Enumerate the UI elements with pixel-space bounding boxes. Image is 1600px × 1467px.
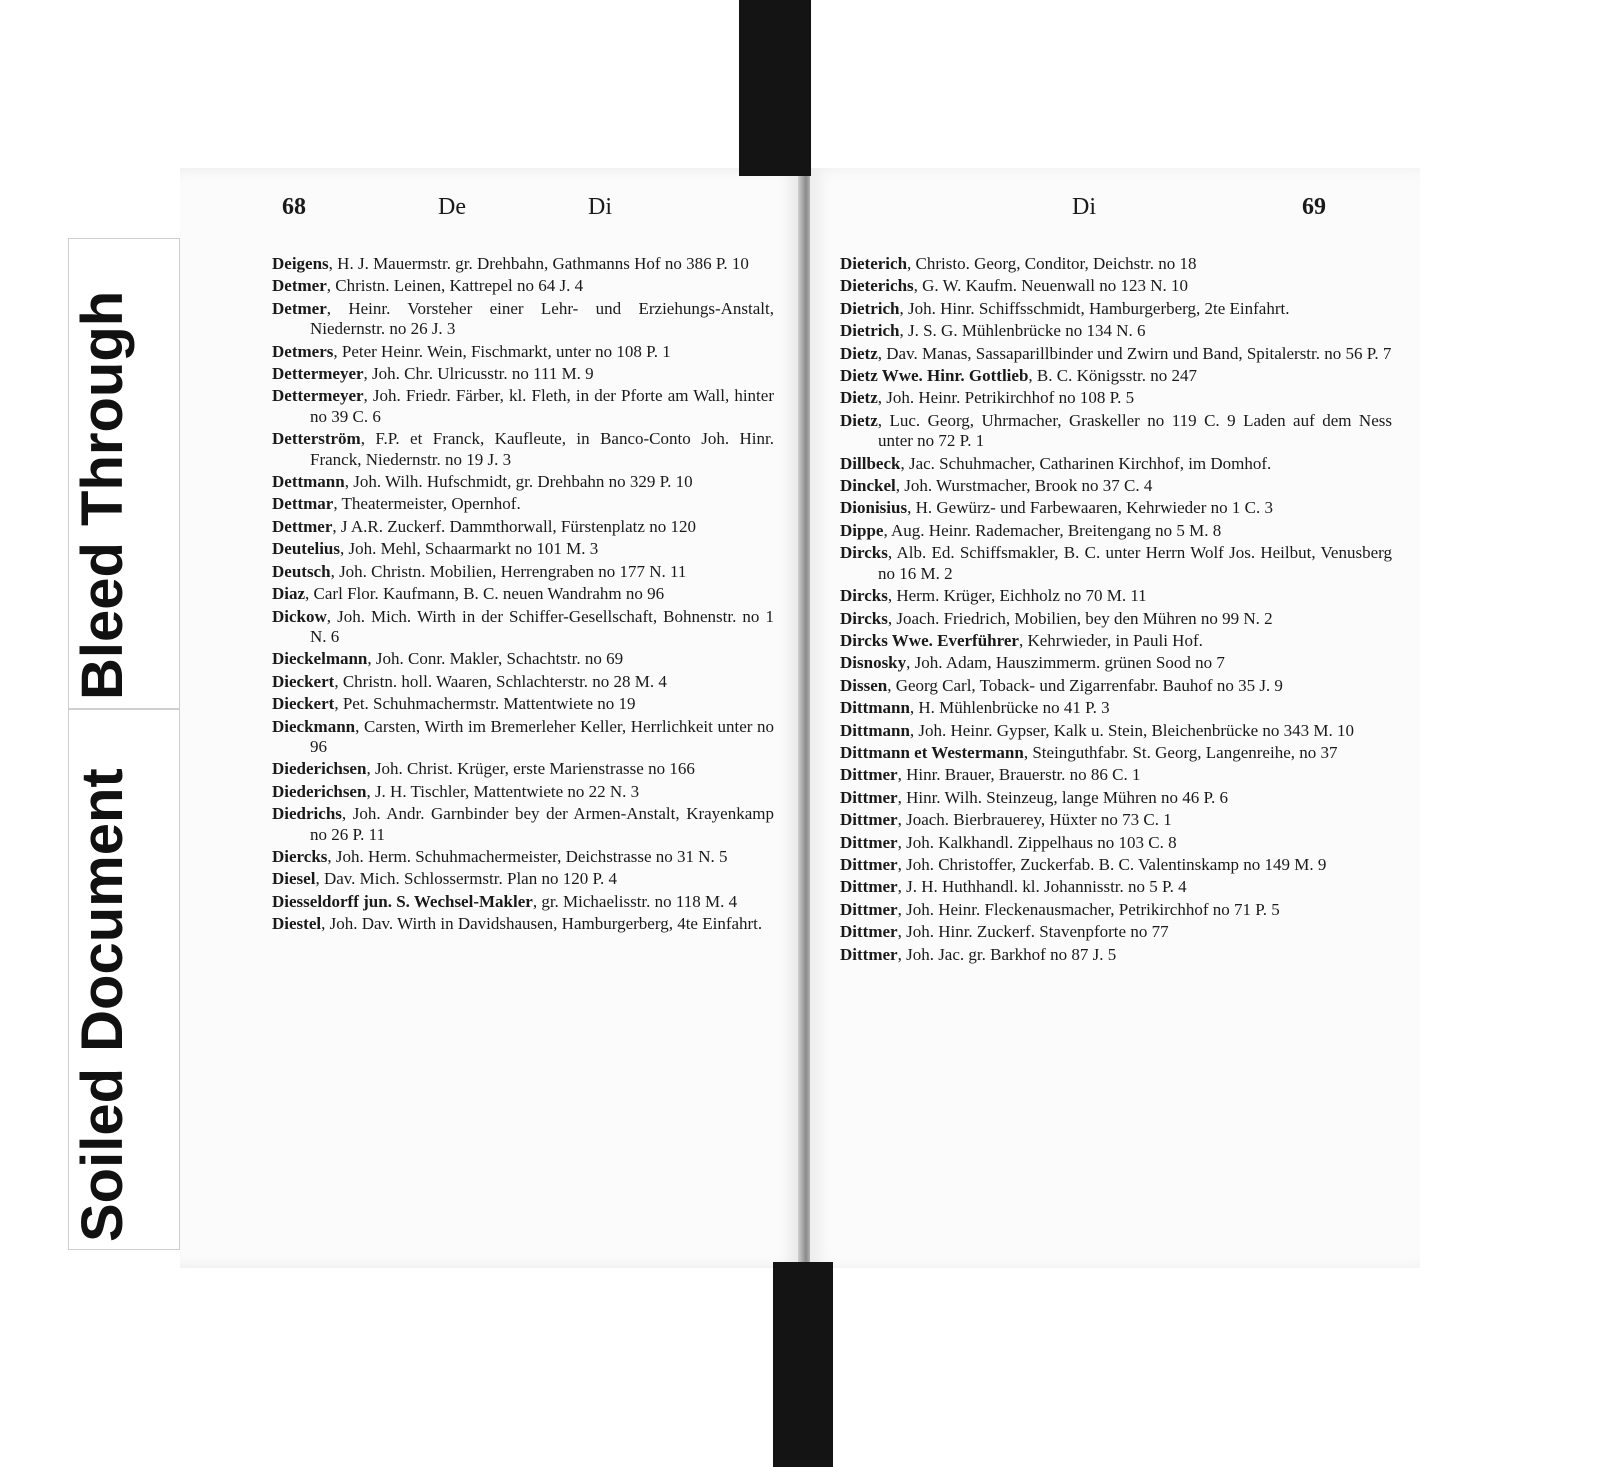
directory-entry: Dettermeyer, Joh. Friedr. Färber, kl. Fleth, in der Pforte am Wall, hinter no 39 C. 6 — [272, 386, 774, 426]
directory-entry: Dittmer, Joh. Christoffer, Zuckerfab. B. C. Valentinskamp no 149 M. 9 — [840, 854, 1327, 874]
binding-strip-top — [739, 0, 811, 176]
soiled-document-label: Soiled Document — [70, 768, 135, 1242]
left-page — [180, 168, 800, 1268]
directory-entry: Dittmer, Joh. Kalkhandl. Zippelhaus no 103 C. 8 — [840, 832, 1177, 852]
open-book — [170, 168, 1430, 1268]
directory-entry: Dittmer, Hinr. Brauer, Brauerstr. no 86 C. 1 — [840, 765, 1141, 785]
right-page-header — [810, 194, 1420, 234]
directory-entry: Dippe, Aug. Heinr. Rademacher, Breitengang no 5 M. 8 — [840, 520, 1222, 540]
directory-entry: Dittmer, Hinr. Wilh. Steinzeug, lange Mühren no 46 P. 6 — [840, 787, 1229, 807]
directory-entry: Diestel, Joh. Dav. Wirth in Davidshausen, Hamburgerberg, 4te Einfahrt. — [272, 914, 763, 934]
bleed-through-label: Bleed Through — [70, 290, 135, 700]
directory-entry: Dittmer, Joh. Hinr. Zuckerf. Stavenpforte no 77 — [840, 922, 1169, 942]
directory-entry: Diesel, Dav. Mich. Schlossermstr. Plan no 120 P. 4 — [272, 869, 618, 889]
directory-entry: Dittmann, H. Mühlenbrücke no 41 P. 3 — [840, 698, 1110, 718]
directory-entry: Dickow, Joh. Mich. Wirth in der Schiffer-Gesellschaft, Bohnenstr. no 1 N. 6 — [272, 606, 774, 646]
directory-entry: Dittmann et Westermann, Steinguthfabr. St. Georg, Langenreihe, no 37 — [840, 742, 1338, 762]
directory-entry: Deutelius, Joh. Mehl, Schaarmarkt no 101 M. 3 — [272, 539, 599, 559]
directory-entry: Detmer, Christn. Leinen, Kattrepel no 64 J. 4 — [272, 276, 584, 296]
directory-entry: Diercks, Joh. Herm. Schuhmachermeister, Deichstrasse no 31 N. 5 — [272, 846, 728, 866]
directory-entry: Dircks Wwe. Everführer, Kehrwieder, in Pauli Hof. — [840, 630, 1203, 650]
directory-entry: Detmers, Peter Heinr. Wein, Fischmarkt, unter no 108 P. 1 — [272, 341, 671, 361]
directory-entry: Dietz, Joh. Heinr. Petrikirchhof no 108 P. 5 — [840, 388, 1135, 408]
directory-entry: Dettmann, Joh. Wilh. Hufschmidt, gr. Drehbahn no 329 P. 10 — [272, 472, 693, 492]
page-number-left: 68 — [282, 194, 306, 220]
directory-entry: Diaz, Carl Flor. Kaufmann, B. C. neuen Wandrahm no 96 — [272, 584, 665, 604]
directory-entry: Dettermeyer, Joh. Chr. Ulricusstr. no 111 M. 9 — [272, 364, 594, 384]
directory-entry: Diederichsen, J. H. Tischler, Mattentwiete no 22 N. 3 — [272, 781, 640, 801]
left-page-header — [180, 194, 800, 234]
directory-entry: Dettmar, Theatermeister, Opernhof. — [272, 494, 521, 514]
page-number-right: 69 — [1302, 194, 1326, 220]
directory-entry: Dieterich, Christo. Georg, Conditor, Deichstr. no 18 — [840, 254, 1197, 273]
directory-entry: Diesseldorff jun. S. Wechsel-Makler, gr. Michaelisstr. no 118 M. 4 — [272, 891, 738, 911]
directory-entry: Dietz Wwe. Hinr. Gottlieb, B. C. Königsstr. no 247 — [840, 366, 1198, 386]
directory-entry: Dietrich, Joh. Hinr. Schiffsschmidt, Hamburgerberg, 2te Einfahrt. — [840, 298, 1290, 318]
header-word-di-right: Di — [1072, 194, 1096, 220]
right-page — [810, 168, 1420, 1268]
directory-entry: Detterström, F.P. et Franck, Kaufleute, in Banco-Conto Joh. Hinr. Franck, Niedernstr. no 19 J. 3 — [272, 429, 774, 469]
directory-entry: Deutsch, Joh. Christn. Mobilien, Herrengraben no 177 N. 11 — [272, 561, 687, 581]
directory-entry: Dillbeck, Jac. Schuhmacher, Catharinen Kirchhof, im Domhof. — [840, 453, 1272, 473]
directory-entry: Dissen, Georg Carl, Toback- und Zigarrenfabr. Bauhof no 35 J. 9 — [840, 675, 1283, 695]
directory-entry: Dieckert, Pet. Schuhmachermstr. Mattentwiete no 19 — [272, 694, 636, 714]
directory-entry: Detmer, Heinr. Vorsteher einer Lehr- und Erziehungs-Anstalt, Niedernstr. no 26 J. 3 — [272, 298, 774, 339]
directory-entry: Dieckmann, Carsten, Wirth im Bremerleher Keller, Herrlichkeit unter no 96 — [272, 716, 774, 756]
directory-entry: Dinckel, Joh. Wurstmacher, Brook no 37 C. 4 — [840, 476, 1153, 496]
directory-entry: Dionisius, H. Gewürz- und Farbewaaren, Kehrwieder no 1 C. 3 — [840, 498, 1273, 518]
directory-entry: Diederichsen, Joh. Christ. Krüger, erste Marienstrasse no 166 — [272, 759, 695, 779]
directory-entry: Dittmer, Joh. Heinr. Fleckenausmacher, Petrikirchhof no 71 P. 5 — [840, 899, 1280, 919]
directory-entry: Dietz, Dav. Manas, Sassaparillbinder und Zwirn und Band, Spitalerstr. no 56 P. 7 — [840, 343, 1392, 363]
directory-entry: Dittmann, Joh. Heinr. Gypser, Kalk u. Stein, Bleichenbrücke no 343 M. 10 — [840, 720, 1354, 740]
directory-entry: Dircks, Alb. Ed. Schiffsmakler, B. C. unter Herrn Wolf Jos. Heilbut, Venusberg no 16 M. 2 — [840, 543, 1392, 583]
directory-entry: Deigens, H. J. Mauermstr. gr. Drehbahn, Gathmanns Hof no 386 P. 10 — [272, 254, 749, 273]
directory-entry: Dircks, Herm. Krüger, Eichholz no 70 M. 11 — [840, 586, 1147, 606]
directory-entry: Dittmer, Joh. Jac. gr. Barkhof no 87 J. 5 — [840, 944, 1117, 964]
directory-entry: Diedrichs, Joh. Andr. Garnbinder bey der Armen-Anstalt, Krayenkamp no 26 P. 11 — [272, 804, 774, 844]
directory-entry: Dietrich, J. S. G. Mühlenbrücke no 134 N. 6 — [840, 321, 1146, 341]
directory-entries-left — [272, 254, 774, 937]
directory-entry: Dittmer, Joach. Bierbrauerey, Hüxter no 73 C. 1 — [840, 810, 1172, 830]
directory-entry: Dieckelmann, Joh. Conr. Makler, Schachtstr. no 69 — [272, 649, 624, 669]
directory-entry: Disnosky, Joh. Adam, Hauszimmerm. grünen Sood no 7 — [840, 653, 1225, 673]
directory-entry: Dieterichs, G. W. Kaufm. Neuenwall no 123 N. 10 — [840, 276, 1188, 296]
header-word-de: De — [438, 194, 466, 220]
directory-entries-right — [840, 254, 1392, 967]
directory-entry: Dircks, Joach. Friedrich, Mobilien, bey den Mühren no 99 N. 2 — [840, 608, 1273, 628]
directory-entry: Dettmer, J A.R. Zuckerf. Dammthorwall, Fürstenplatz no 120 — [272, 516, 696, 536]
header-word-di-left: Di — [588, 194, 612, 220]
directory-entry: Dieckert, Christn. holl. Waaren, Schlachterstr. no 28 M. 4 — [272, 671, 667, 691]
directory-entry: Dietz, Luc. Georg, Uhrmacher, Graskeller no 119 C. 9 Laden auf dem Ness unter no 72 P. 1 — [840, 410, 1392, 451]
directory-entry: Dittmer, J. H. Huthhandl. kl. Johannisstr. no 5 P. 4 — [840, 877, 1187, 897]
binding-strip-bottom — [773, 1262, 833, 1467]
